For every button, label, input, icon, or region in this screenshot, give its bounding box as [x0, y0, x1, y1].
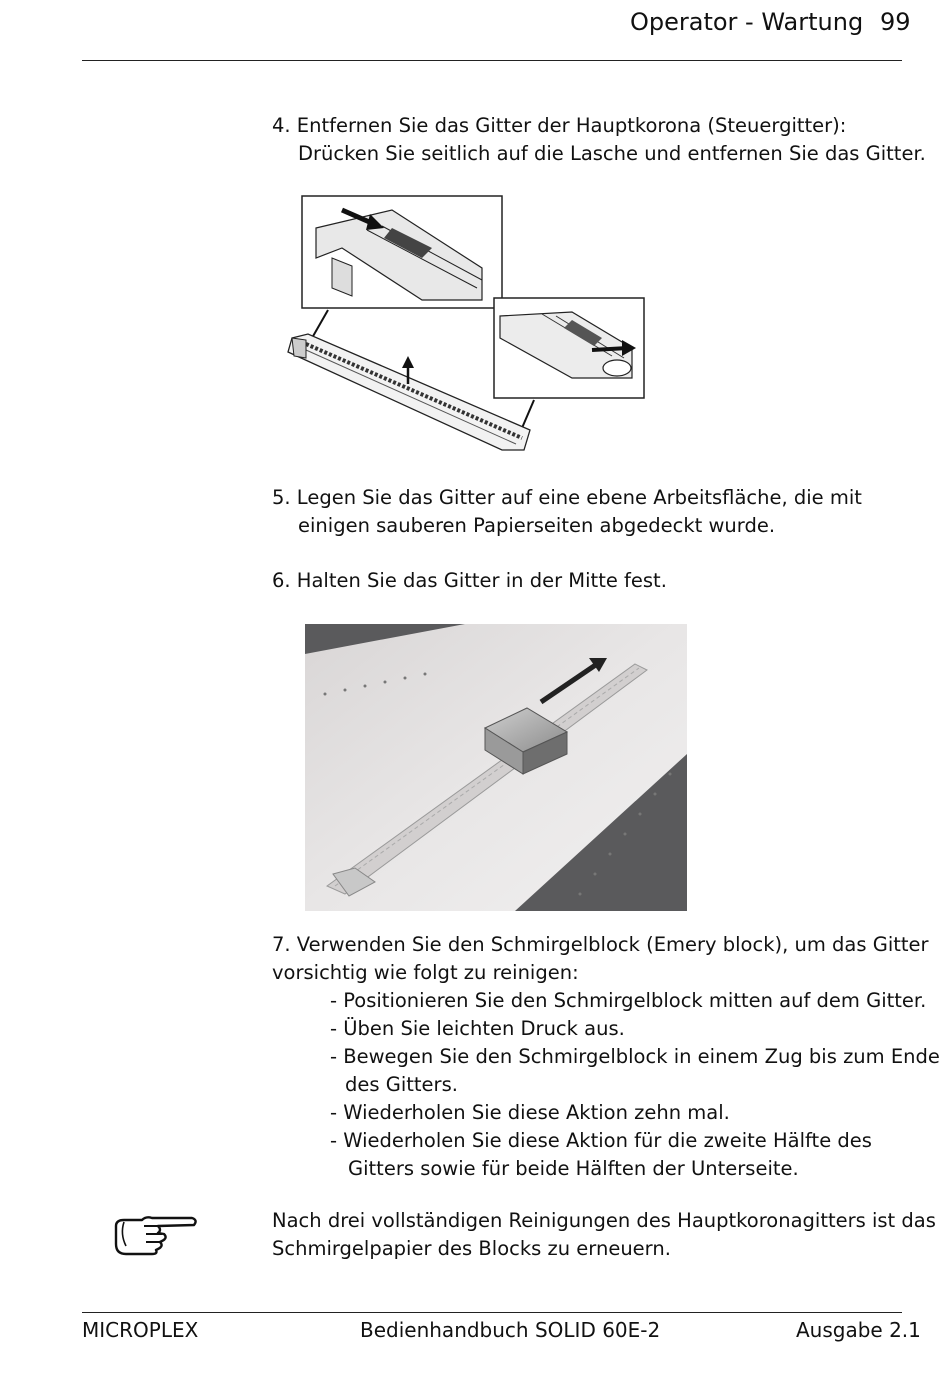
step-7-bullet-5-cont: Gitters sowie für beide Hälften der Unterseite.	[348, 1157, 799, 1180]
step-4-line-2: Drücken Sie seitlich auf die Lasche und entfernen Sie das Gitter.	[298, 142, 926, 165]
page-number: 99	[880, 8, 911, 36]
note-line-2: Schmirgelpapier des Blocks zu erneuern.	[272, 1237, 671, 1260]
note-line-1: Nach drei vollständigen Reinigungen des Hauptkoronagitters ist das	[272, 1209, 936, 1232]
header-rule	[82, 60, 902, 61]
step-7-line-1: 7. Verwenden Sie den Schmirgelblock (Emery block), um das Gitter	[272, 933, 929, 956]
page-header-title: Operator - Wartung	[630, 8, 864, 36]
step-7-bullet-3: - Bewegen Sie den Schmirgelblock in einem Zug bis zum Ende	[330, 1045, 940, 1068]
pointing-hand-icon	[112, 1212, 200, 1256]
step-7-line-2: vorsichtig wie folgt zu reinigen:	[272, 961, 579, 984]
step-5-line-1: 5. Legen Sie das Gitter auf eine ebene Arbeitsfläche, die mit	[272, 486, 862, 509]
emery-block-photo	[305, 624, 687, 911]
step-4-line-1: 4. Entfernen Sie das Gitter der Hauptkorona (Steuergitter):	[272, 114, 847, 137]
step-7-bullet-2: - Üben Sie leichten Druck aus.	[330, 1017, 625, 1040]
footer-rule	[82, 1312, 902, 1313]
footer-edition: Ausgabe 2.1	[796, 1318, 921, 1342]
footer-brand: MICROPLEX	[82, 1318, 199, 1342]
step-5-line-2: einigen sauberen Papierseiten abgedeckt wurde.	[298, 514, 776, 537]
step-7-bullet-1: - Positionieren Sie den Schmirgelblock mitten auf dem Gitter.	[330, 989, 927, 1012]
step-7-bullet-5: - Wiederholen Sie diese Aktion für die zweite Hälfte des	[330, 1129, 872, 1152]
step-7-bullet-3-cont: des Gitters.	[345, 1073, 458, 1096]
step-6-line-1: 6. Halten Sie das Gitter in der Mitte fest.	[272, 569, 667, 592]
grid-removal-illustration	[272, 188, 652, 468]
step-7-bullet-4: - Wiederholen Sie diese Aktion zehn mal.	[330, 1101, 730, 1124]
footer-manual-title: Bedienhandbuch SOLID 60E-2	[360, 1318, 661, 1342]
